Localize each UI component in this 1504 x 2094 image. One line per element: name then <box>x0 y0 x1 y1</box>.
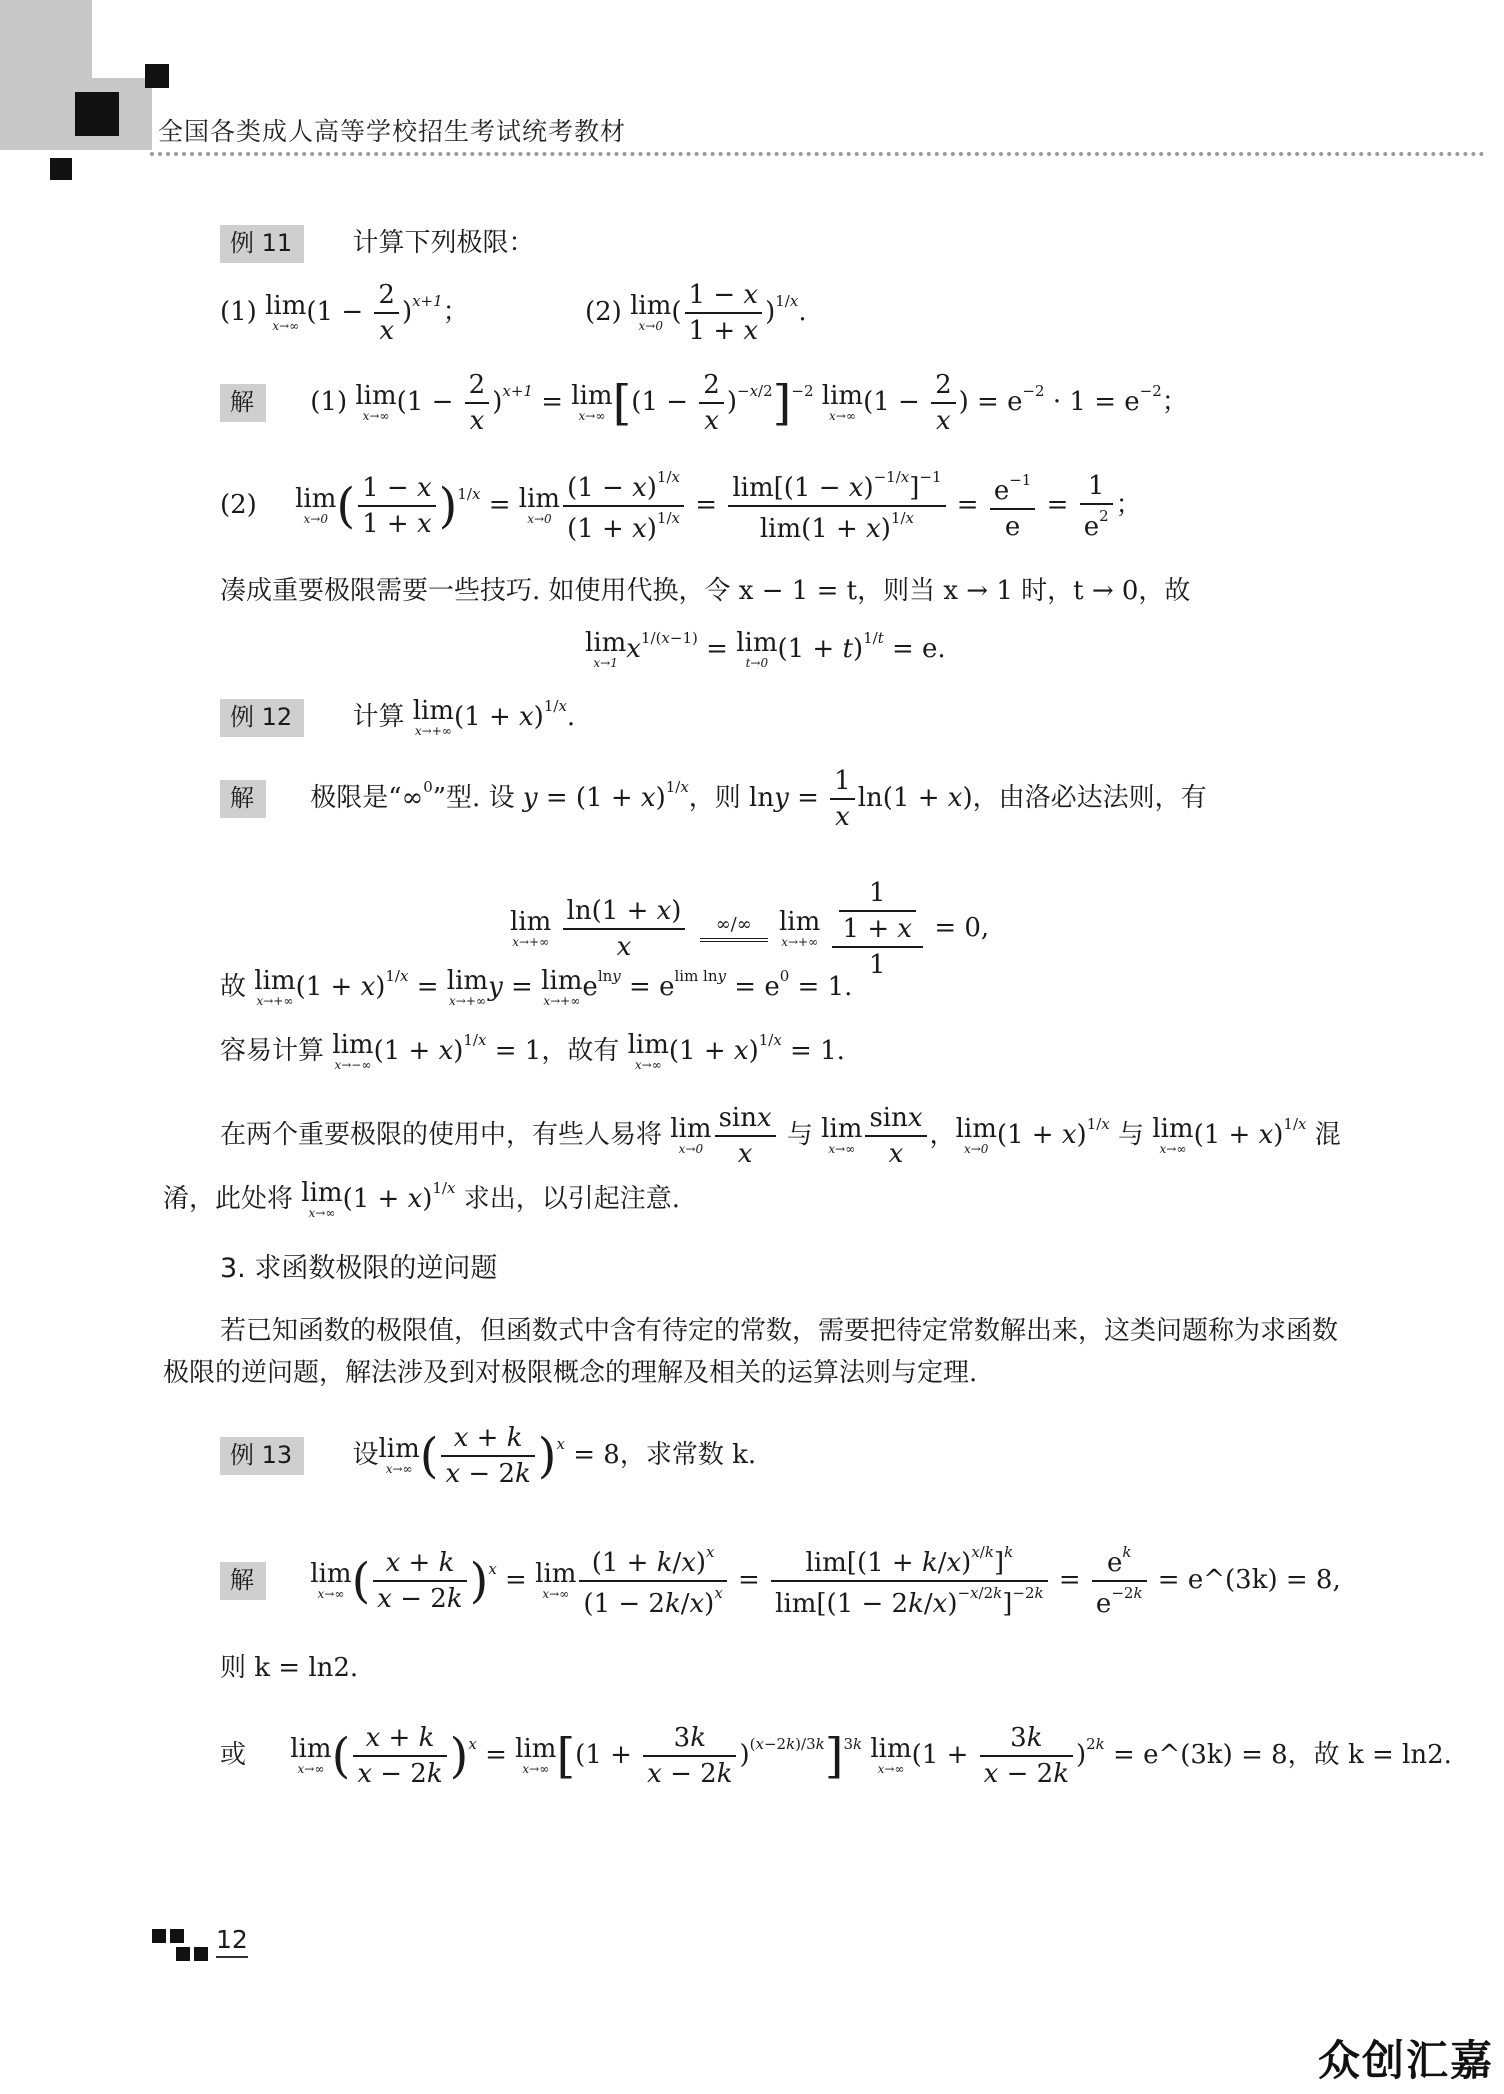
ex11-item2: (2) lim x→0 ( $\frac{1 - x}{1 + x}$ )$^{1/x}$. <box>585 280 807 346</box>
fraction: $\frac{(1 + k/x)^x}{(1 - 2k/x)^x}$ <box>579 1545 726 1617</box>
ex12-eq3: 容易计算 lim x→−∞ $(1 + x)^{1/x} = 1$，故有 lim x→∞ $(1 + x)^{1/x} = 1$. <box>220 1030 845 1073</box>
ex11-solution1: 解 (1) lim x→∞ (1 − $\frac{2}{x}$ )$^{x+1}$ = lim x→∞ [(1 − $\frac{2}{x}$ )$^{-x/2}$]$^{-2}$ lim x→∞ (1 − $\frac{2}{x}$ ) = $e^{-2} \cdot 1 = e^{-2}$； <box>220 372 1188 434</box>
lim-op: lim x→∞ <box>870 1734 912 1777</box>
lim-op: lim x→+∞ <box>510 907 552 950</box>
ex11-solution2: (2) lim x→0 ( $\frac{1 - x}{1 + x}$ )$^{1/x}$ = lim x→0 $\frac{(1 - x)^{1/x}}{(1 + x)^{1/x}}$ = $\frac{\lim[(1 - x)^{-1/x}]^{-1}}{\lim(1 + x)^{1/x}}$ = $\frac{e^{-1}}{e}$ = $\frac{1}{e^2}$ ； <box>220 468 1142 544</box>
ex13-prompt-b: = 8，求常数 k. <box>573 1440 757 1470</box>
lim-op: lim x→∞ <box>515 1734 557 1777</box>
footer-square-2 <box>170 1929 184 1943</box>
lim-op: lim t→0 <box>736 628 778 671</box>
lim-op: lim x→+∞ <box>254 966 296 1009</box>
fraction: $\frac{2}{x}$ <box>374 282 399 344</box>
fraction: $\frac{2}{x}$ <box>465 372 490 434</box>
ex11-note: 凑成重要极限需要一些技巧. 如使用代换，令 x − 1 = t，则当 x → 1 时，t → 0，故 <box>220 576 1191 606</box>
lim-op: lim x→∞ <box>301 1178 343 1221</box>
section-3-paragraph <box>163 1310 1353 1394</box>
fraction: $\frac{2}{x}$ <box>699 372 724 434</box>
ex13-or: 或 <box>220 1740 247 1770</box>
ex11-note-eq: lim x→1 $x^{1/(x-1)} = \lim$ t→0 $(1 + t)^{1/t} = e$. <box>585 628 946 671</box>
ex12-heading: 例 12 计算 lim x→+∞ $(1 + x)^{1/x}$. <box>220 698 575 738</box>
lim-op: lim x→∞ <box>265 291 307 334</box>
running-head: 全国各类成人高等学校招生考试统考教材 <box>158 117 627 146</box>
lhopital-equals: ∞/∞ <box>700 916 768 942</box>
ex11-tag: 例 11 <box>220 225 304 263</box>
header-small-square-top <box>145 64 169 88</box>
footer-square-4 <box>194 1947 208 1961</box>
fraction: $\frac{1 - x}{1 + x}$ <box>685 282 763 344</box>
lim-op: lim x→∞ <box>290 1734 332 1777</box>
fraction: $\frac{\lim[(1 - x)^{-1/x}]^{-1}}{\lim(1 + x)^{1/x}}$ <box>728 470 945 542</box>
ex11-item1: (1) lim x→∞ (1 − $\frac{2}{x}$ )$^{x+1}$； <box>220 280 469 346</box>
footer-square-3 <box>176 1947 190 1961</box>
fraction: $\frac{x + k}{x - 2k}$ <box>353 1725 446 1787</box>
fraction: $\frac{\frac{1}{1 + x}}{1}$ <box>832 880 924 978</box>
ex11-sol-tag: 解 <box>220 384 266 422</box>
fraction: $\frac{\ln(1 + x)}{x}$ <box>563 898 686 960</box>
footer-square-1 <box>152 1929 166 1943</box>
lim-op: lim x→0 <box>955 1114 997 1157</box>
lim-op: lim x→0 <box>670 1114 712 1157</box>
lim-op: lim x→+∞ <box>412 696 454 739</box>
lim-op: lim x→0 <box>295 484 337 527</box>
lim-op: lim x→−∞ <box>332 1030 374 1073</box>
ex12-sol-tag: 解 <box>220 780 266 818</box>
ex13-tag: 例 13 <box>220 1437 304 1475</box>
fraction: $\frac{1}{e^2}$ <box>1080 473 1113 540</box>
section-3-paragraph-text: 若已知函数的极限值，但函数式中含有待定的常数，需要把待定常数解出来，这类问题称为求函数极限的逆问题，解法涉及到对极限概念的理解及相关的运算法则与定理. <box>163 1316 1339 1388</box>
ex13-sol-end: = e^(3k) = 8, <box>1157 1565 1341 1595</box>
fraction: $\frac{3k}{x - 2k}$ <box>980 1725 1073 1787</box>
lim-op: lim x→+∞ <box>446 966 489 1009</box>
lim-op: lim x→∞ <box>571 381 613 424</box>
ex13-sol-tag: 解 <box>220 1562 266 1600</box>
fraction: $\frac{x + k}{x - 2k}$ <box>373 1550 466 1612</box>
lim-op: lim x→+∞ <box>541 966 583 1009</box>
lim-op: lim x→∞ <box>627 1030 669 1073</box>
fraction: $\frac{e^k}{e^{-2k}}$ <box>1092 1545 1147 1617</box>
fraction: $\frac{x + k}{x - 2k}$ <box>441 1425 534 1487</box>
ex13-or-end: = e^(3k) = 8，故 k = ln2. <box>1113 1740 1452 1770</box>
fraction: $\frac{3k}{x - 2k}$ <box>643 1725 736 1787</box>
fraction: $\frac{e^{-1}}{e}$ <box>990 473 1036 540</box>
lim-op: lim x→∞ <box>821 381 864 424</box>
fraction: $\frac{2}{x}$ <box>931 372 956 434</box>
lim-op: lim x→∞ <box>310 1559 352 1602</box>
ex13-prompt-a: 设 <box>352 1440 379 1470</box>
ex12-warning-line2: 淆，此处将 lim x→∞ $(1 + x)^{1/x}$ 求出，以引起注意. <box>163 1178 680 1221</box>
lim-op: lim x→1 <box>585 628 627 671</box>
fraction: $\frac{1 - x}{1 + x}$ <box>358 475 436 537</box>
fraction: $\frac{(1 - x)^{1/x}}{(1 + x)^{1/x}}$ <box>563 470 684 542</box>
ex13-heading: 例 13 设lim x→∞ ( $\frac{x + k}{x - 2k}$ )$^x$ = 8，求常数 k. <box>220 1425 756 1487</box>
lim-op: lim x→∞ <box>535 1559 577 1602</box>
fraction: $\frac{\sin x}{x}$ <box>715 1105 776 1167</box>
header-dotted-rule <box>150 152 1485 156</box>
ex13-alternative: 或 lim x→∞ ( $\frac{x + k}{x - 2k}$ )$^x$ = lim x→∞ [(1 + $\frac{3k}{x - 2k}$ )$^{(x-2k)/3k}$]$^{3k}$ lim x→∞ (1 + $\frac{3k}{x - 2k}$ )$^{2k}$ = e^(3k) = 8，故 k = ln2. <box>220 1723 1452 1789</box>
ex13-solution: 解 lim x→∞ ( $\frac{x + k}{x - 2k}$ )$^x$ = lim x→∞ $\frac{(1 + k/x)^x}{(1 - 2k/x)^x}$ = $\frac{\lim[(1 + k/x)^{x/k}]^k}{\lim[(1 - 2k/x)^{-x/2k}]^{-2k}}$ = $\frac{e^k}{e^{-2k}}$ = e^(3k) = 8, <box>220 1545 1341 1617</box>
ex12-warning-line1: 在两个重要极限的使用中，有些人易将 lim x→0 $\frac{\sin x}{x}$ 与 lim x→∞ $\frac{\sin x}{x}$ ，lim x→0 $(1 + x)^{1/x}$ 与 lim x→∞ $(1 + x)^{1/x}$ 混 <box>220 1103 1341 1169</box>
lim-op: lim x→∞ <box>821 1114 863 1157</box>
watermark: 众创汇嘉 <box>1317 2036 1494 2085</box>
fraction: $\frac{\sin x}{x}$ <box>865 1105 926 1167</box>
section-3-title: 3. 求函数极限的逆问题 <box>220 1253 498 1284</box>
ex11-heading <box>220 225 534 263</box>
ex11-prompt: 计算下列极限： <box>352 228 535 258</box>
fraction: $\frac{1}{x}$ <box>830 768 855 830</box>
page-number: 12 <box>216 1925 248 1958</box>
lim-op: lim x→0 <box>630 291 672 334</box>
ex12-eq1: lim x→+∞ $\frac{\ln(1 + x)}{x}$ ∞/∞ lim x→+∞ $\frac{\frac{1}{1 + x}}{1}$ = 0, <box>510 878 990 980</box>
fraction: $\frac{\lim[(1 + k/x)^{x/k}]^k}{\lim[(1 - 2k/x)^{-x/2k}]^{-2k}}$ <box>771 1545 1047 1617</box>
lim-op: lim x→0 <box>518 484 561 527</box>
ex12-tag: 例 12 <box>220 699 304 737</box>
ex13-then: 则 k = ln2. <box>220 1653 359 1683</box>
lim-op: lim x→∞ <box>378 1434 420 1477</box>
lim-op: lim x→+∞ <box>778 907 821 950</box>
header-black-square <box>75 92 119 136</box>
lim-op: lim x→∞ <box>355 381 397 424</box>
header-small-square-bottom <box>50 158 72 180</box>
lim-op: lim x→∞ <box>1152 1114 1194 1157</box>
ex12-eq2: 故 lim x→+∞ $(1 + x)^{1/x} = \lim$ x→+∞ y = lim x→+∞ $e^{lny} = e^{lim lny} = e^0 = 1$. <box>220 966 853 1009</box>
ex12-solution-text: 解 极限是“∞$^0$”型. 设 $y = (1 + x)^{1/x}$，则 lny = $\frac{1}{x}$ ln(1 + x)，由洛必达法则，有 <box>220 768 1207 830</box>
